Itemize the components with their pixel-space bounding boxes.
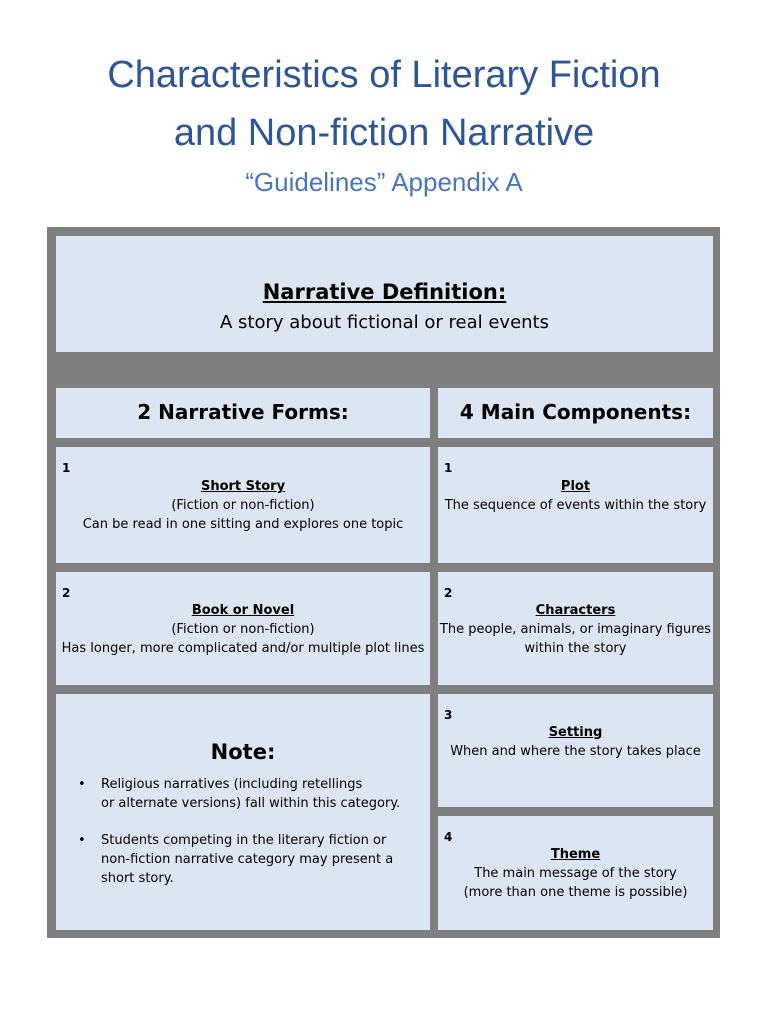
definition-heading: Narrative Definition: [262,280,507,304]
note-bullet-line: short story. [101,871,174,886]
component-item-plot [438,447,713,563]
forms-heading-cell [56,388,430,438]
bullet-icon: • [78,833,86,848]
note-bullet-line: Students competing in the literary fiction or [101,833,387,848]
form-item-short-story [56,447,430,563]
component-item-setting [438,694,713,807]
components-heading-cell [438,388,713,438]
form-item-book-or-novel [56,572,430,685]
form-line: Has longer, more complicated and/or multiple plot lines [61,641,425,656]
form-line: Can be read in one sitting and explores one topic [82,517,404,532]
component-line: The main message of the story [474,866,677,881]
form-title: Book or Novel [191,603,295,618]
info-table [47,227,720,938]
note-bullet-line: non-fiction narrative category may present a [101,852,394,867]
definition-cell [56,236,713,352]
form-title: Short Story [200,479,286,494]
page-title-line-2: and Non-fiction Narrative [173,112,595,154]
component-line: The people, animals, or imaginary figures [439,622,712,637]
component-title: Theme [550,847,601,862]
components-heading: 4 Main Components: [459,400,692,424]
note-heading: Note: [210,740,276,764]
bullet-icon: • [78,777,86,792]
component-title: Characters [535,603,616,618]
component-number: 2 [444,586,453,600]
component-number: 4 [444,830,453,844]
component-title: Plot [560,479,591,494]
form-number: 1 [62,461,71,475]
note-bullet-line: Religious narratives (including retellings [101,777,363,792]
component-item-characters [438,572,713,685]
note-cell [56,694,430,930]
form-line: (Fiction or non-fiction) [171,622,315,637]
component-item-theme [438,816,713,930]
note-bullet-line: or alternate versions) fall within this category. [101,796,401,811]
page-subtitle: “Guidelines” Appendix A [245,167,523,197]
component-line: (more than one theme is possible) [463,885,688,900]
component-line: The sequence of events within the story [444,498,707,513]
forms-heading: 2 Narrative Forms: [137,400,349,424]
form-line: (Fiction or non-fiction) [171,498,315,513]
component-line: within the story [524,641,627,656]
component-number: 1 [444,461,453,475]
component-title: Setting [548,725,603,740]
component-line: When and where the story takes place [450,744,701,759]
definition-text: A story about fictional or real events [220,312,549,333]
form-number: 2 [62,586,71,600]
page-title-line-1: Characteristics of Literary Fiction [107,54,661,96]
component-number: 3 [444,708,453,722]
